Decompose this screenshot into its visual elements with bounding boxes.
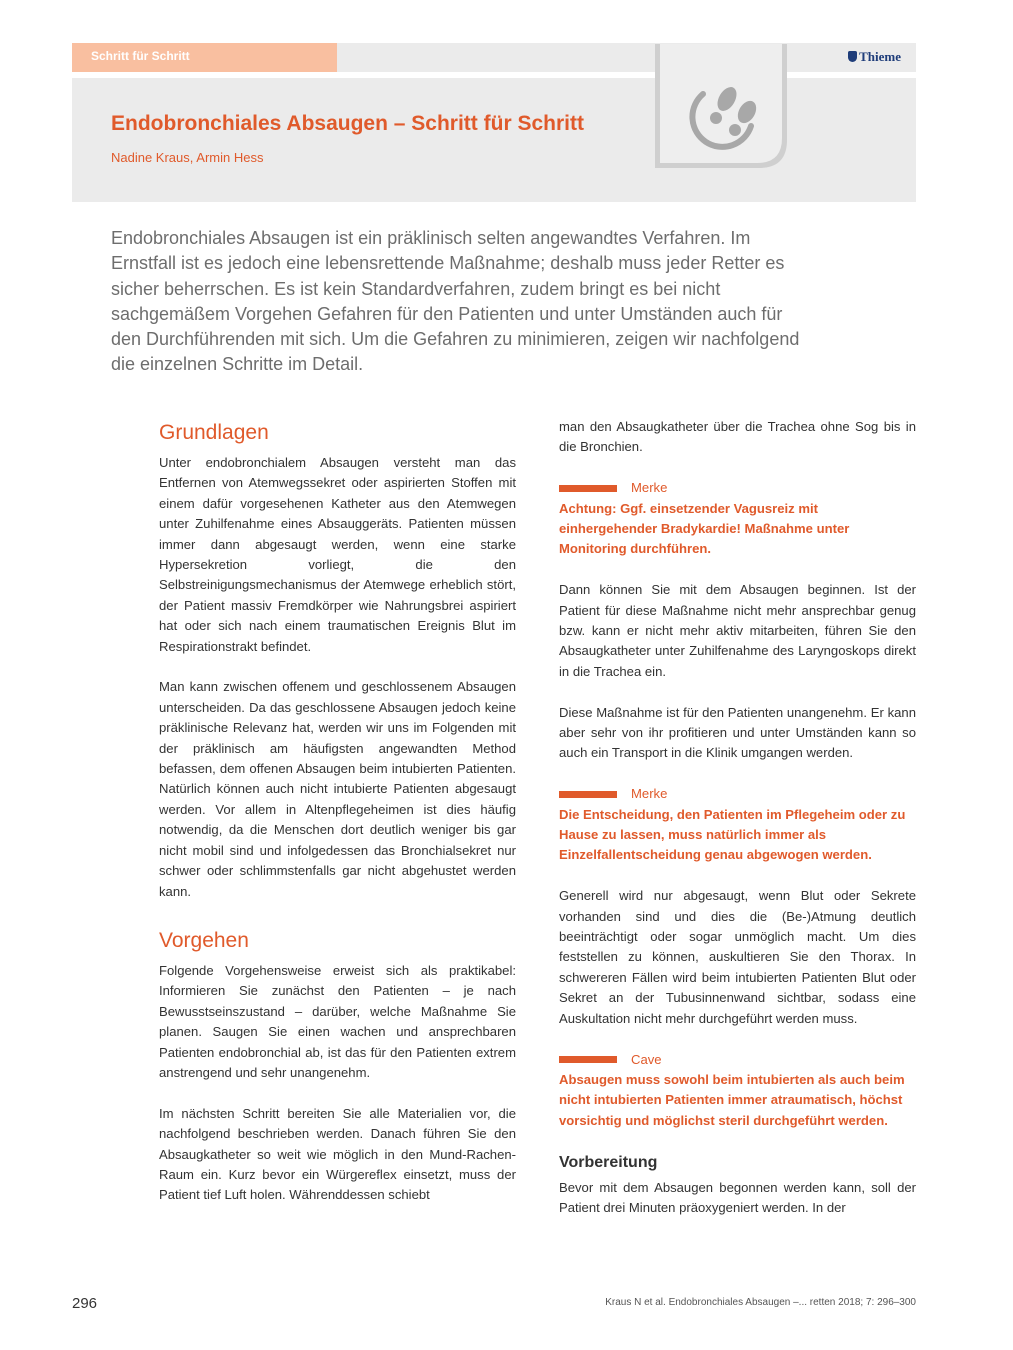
- paragraph: Diese Maßnahme ist für den Patienten unangenehm. Er kann aber sehr von ihr profitieren und unter Umständen kann so auch ein Transport in die Klinik umgangen werden.: [559, 704, 916, 761]
- article-title: Endobronchiales Absaugen – Schritt für Schritt: [111, 112, 584, 135]
- cave-box: [559, 1050, 916, 1132]
- paragraph: Bevor mit dem Absaugen begonnen werden kann, soll der Patient drei Minuten präoxygeniert werden. In der: [559, 1179, 916, 1215]
- page-number: 296: [72, 1295, 98, 1312]
- heading-vorbereitung: Vorbereitung: [559, 1153, 658, 1171]
- heading-vorgehen: Vorgehen: [159, 928, 249, 952]
- paragraph: Dann können Sie mit dem Absaugen beginnen. Ist der Patient für diese Maßnahme nicht mehr ansprechbar genug bzw. kann er nicht mehr aktiv mitarbeiten, führen Sie den Absaugkatheter unter Zuhilfenahme des Laryngoskops direkt in die Trachea ein.: [559, 582, 916, 679]
- merke-box: [559, 478, 916, 560]
- merke-box: [559, 784, 916, 866]
- paragraph: Im nächsten Schritt bereiten Sie alle Materialien vor, die nachfolgend beschrieben werden. Danach führen Sie den Absaugkatheter so weit wie möglich in den Mund-Rachen-Raum ein. Kurz bevor ein Würgereflex einsetzt, muss der Patient tief Luft holen. Währenddessen schiebt: [159, 1105, 516, 1203]
- left-column: [159, 419, 516, 1226]
- article-authors: Nadine Kraus, Armin Hess: [111, 150, 264, 165]
- right-column: [559, 417, 916, 1239]
- footer-citation: Kraus N et al. Endobronchiales Absaugen –... retten 2018; 7: 296–300: [605, 1297, 916, 1308]
- box-label: Merke: [631, 480, 668, 496]
- paragraph: Folgende Vorgehensweise erweist sich als praktikabel: Informieren Sie zunächst den Patienten – je nach Bewusstseinszustand – darüber, welche Maßnahme Sie planen. Saugen Sie einen wachen und ansprechbaren Patienten endobronchial ab, ist das für den Patienten extrem anstrengend und sehr unangenehm.: [159, 962, 516, 1080]
- box-label: Merke: [631, 786, 668, 802]
- shield-icon: [848, 51, 857, 62]
- article-abstract: Endobronchiales Absaugen ist ein präklinisch selten angewandtes Verfahren. Im Ernstfall ist es jedoch eine lebensrettende Maßnahme; deshalb muss jeder Retter es sicher beherrschen. Es ist kein Standardverfahren, zudem bringt es bei nicht sachgemäßem Vorgehen Gefahren für den Patienten und unter Umständen auch für den Durchführenden mit sich. Um die Gefahren zu minimieren, zeigen wir nachfolgend die einzelnen Schritte im Detail.: [111, 228, 800, 375]
- box-text: Die Entscheidung, den Patienten im Pflegeheim oder zu Hause zu lassen, muss natürlich immer als Einzelfallentscheidung genau abgewogen werden.: [559, 806, 906, 863]
- paragraph: man den Absaugkatheter über die Trachea ohne Sog bis in die Bronchien.: [559, 419, 916, 455]
- header-box: [72, 78, 916, 202]
- paragraph: Man kann zwischen offenem und geschlossenem Absaugen unterscheiden. Da das geschlossene Absaugen jedoch keine präklinische Relevanz hat, werden wir uns im Folgenden mit der präklinisch am häufigsten angewandten Method befassen, dem offenen Absaugen beim intubierten Patienten. Natürlich können auch nicht intubierte Patienten abgesaugt werden. Vor allem in Altenpflegeheimen ist dies häufig notwendig, da die Menschen dort deutlich weniger bis gar nicht mobil sind und infolgedessen das Bronchialsekret nur schwer oder schlimmstenfalls gar nicht abgehustet werden kann.: [159, 679, 516, 899]
- publisher-logo: [848, 49, 901, 65]
- box-marker-bar: [559, 1056, 617, 1063]
- box-marker-bar: [559, 791, 617, 798]
- box-label: Cave: [631, 1051, 662, 1067]
- publisher-name: Thieme: [859, 49, 901, 64]
- paragraph: Generell wird nur abgesaugt, wenn Blut oder Sekrete vorhanden sind und dies die (Be-)Atmung deutlich beeinträchtigt oder sogar unmöglich macht. Um dies feststellen zu können, auskultieren Sie den Thorax. In schwereren Fällen wird beim intubierten Patienten Blut oder Sekret an der Tubusinnenwand sichtbar, sodass eine Auskultation nicht mehr durchgeführt werden muss.: [559, 888, 916, 1026]
- heading-grundlagen: Grundlagen: [159, 421, 269, 444]
- box-marker-bar: [559, 485, 617, 492]
- section-tab: Schritt für Schritt: [72, 43, 337, 72]
- box-text: Achtung: Ggf. einsetzender Vagusreiz mit einhergehender Bradykardie! Maßnahme unter Monitoring durchführen.: [559, 500, 850, 557]
- box-text: Absaugen muss sowohl beim intubierten als auch beim nicht intubierten Patienten immer atraumatisch, höchst vorsichtig und möglichst steril durchgeführt werden.: [559, 1071, 905, 1128]
- paragraph: Unter endobronchialem Absaugen versteht man das Entfernen von Atemwegssekret oder aspirierten Stoffen mit einem dafür vorgesehenen Katheter aus den Atemwegen unter Zuhilfenahme eines Absauggeräts. Patienten müssen immer dann abgesaugt werden, wenn eine starke Hypersekretion vorliegt, die den Selbstreinigungsmechanismus der Atemwege erheblich stört, der Patient massiv Fremdkörper wie Nahrungsbrei aspiriert hat oder sich nach einem traumatischen Ereignis Blut im Respirationstrakt befindet.: [159, 455, 516, 654]
- footprints-icon: [655, 44, 787, 168]
